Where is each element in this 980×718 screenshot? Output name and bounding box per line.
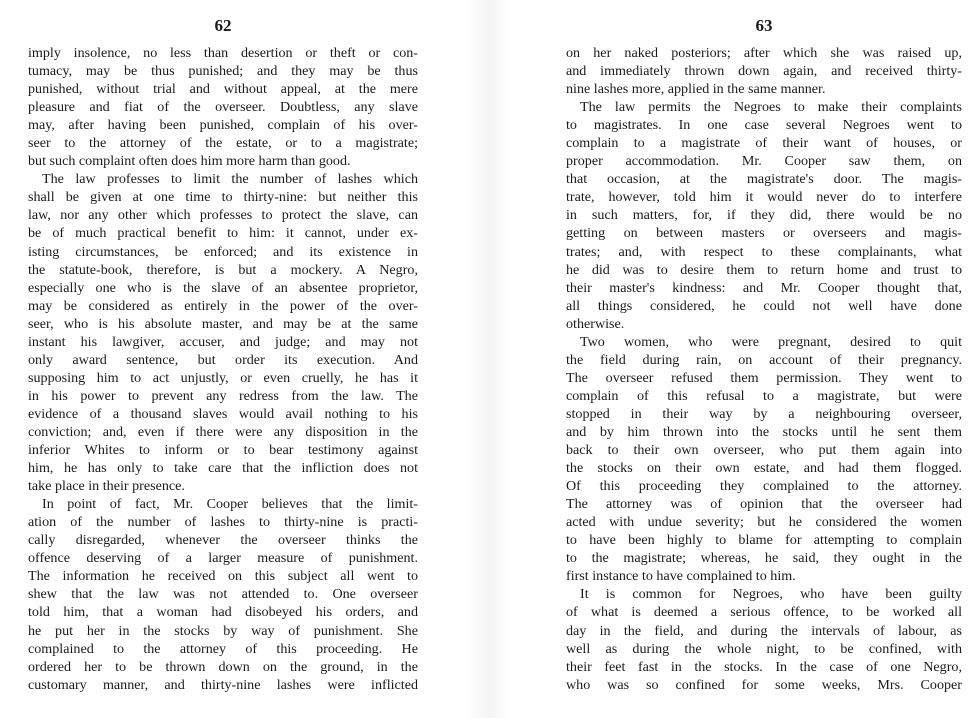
text-line: told him, that a woman had disobeyed his orders, and [28, 604, 418, 621]
text-line: getting on between masters or overseers and magis- [566, 225, 962, 242]
text-line: trate, however, told him it would never do to interfere [566, 189, 962, 206]
text-line: law, nor any other which professes to protect the slave, can [28, 207, 418, 224]
text-line: may be considered as entirely in the power of the over- [28, 297, 418, 314]
text-line: well as during the whole night, to be confined, with [566, 640, 962, 657]
text-line: may, after having been punished, complain of his over- [28, 117, 418, 134]
text-line: complain of this refusal to a magistrate, but were [566, 387, 962, 404]
text-line: him, he has only to take care that the infliction does not [28, 460, 418, 477]
text-line: The law professes to limit the number of lashes which [42, 171, 418, 188]
text-line: The information he received on this subject all went to [28, 568, 418, 585]
text-line: The law permits the Negroes to make their complaints [580, 99, 962, 116]
text-line: evidence of a thousand slaves would avail nothing to his [28, 405, 418, 422]
text-line: seer to the attorney of the estate, or to a magistrate; [28, 135, 418, 152]
text-line: shew that the law was not attended to. One overseer [28, 586, 418, 603]
text-line: their master's kindness: and Mr. Cooper thought that, [566, 279, 962, 296]
text-line: Of this proceeding they complained to the attorney. [566, 478, 962, 495]
text-line: The attorney was of opinion that the overseer had [566, 496, 962, 513]
text-line: day in the field, and during the intervals of labour, as [566, 622, 962, 639]
text-line: the field during rain, on account of their pregnancy. [566, 351, 962, 368]
text-line: complained to the attorney of this proceeding. He [28, 640, 418, 657]
text-line: the statute-book, therefore, is but a mockery. A Negro, [28, 261, 418, 278]
text-line: ordered her to be thrown down on the ground, in the [28, 658, 418, 675]
text-line: proper accommodation. Mr. Cooper saw them, on [566, 153, 962, 170]
text-line: only award sentence, but order its execution. And [28, 351, 418, 368]
text-line: acted with undue severity; but he considered the women [566, 514, 962, 531]
text-line: that occasion, at the magistrate's door. The magis- [566, 171, 962, 188]
text-line: be of much practical benefit to him: it cannot, under ex- [28, 225, 418, 242]
text-line: of what is deemed a serious offence, to be worked all [566, 604, 962, 621]
text-line: cally disregarded, whenever the overseer thinks the [28, 532, 418, 549]
text-line: and immediately thrown down again, and received thirty- [566, 63, 962, 80]
text-line: in such matters, for, if they did, there would be no [566, 207, 962, 224]
text-line: conviction; and, even if there were any disposition in the [28, 423, 418, 440]
text-line: he put her in the stocks by way of punishment. She [28, 622, 418, 639]
text-line: shall be given at one time to thirty-nine: but neither this [28, 189, 418, 206]
text-line: pleasure and fiat of the overseer. Doubtless, any slave [28, 99, 418, 116]
text-line: seer, who is his absolute master, and may be at the same [28, 315, 418, 332]
text-line: otherwise. [566, 315, 625, 332]
text-line: ation of the number of lashes to thirty-nine is practi- [28, 514, 418, 531]
text-line: stopped in their way by a neighbouring overseer, [566, 405, 962, 422]
text-line: tumacy, may be thus punished; and they may be thus [28, 63, 418, 80]
text-line: he did was to desire them to return home and trust to [566, 261, 962, 278]
text-line: The overseer refused them permission. They went to [566, 369, 962, 386]
text-line: their feet fast in the stocks. In the case of one Negro, [566, 658, 962, 675]
text-line: customary manner, and thirty-nine lashes were inflicted [28, 676, 418, 693]
page-number: 62 [214, 16, 232, 35]
text-line: isting circumstances, be enforced; and its existence in [28, 243, 418, 260]
text-line: especially one who is the slave of an absentee proprietor, [28, 279, 418, 296]
text-line: trates; and, with respect to these complainants, what [566, 243, 962, 260]
page-number: 63 [755, 16, 773, 35]
text-line: first instance to have complained to him. [566, 568, 796, 585]
text-line: instant his lawgiver, accuser, and judge; and may not [28, 333, 418, 350]
text-line: Two women, who were pregnant, desired to quit [580, 333, 962, 350]
left-page [28, 0, 418, 718]
text-line: inferior Whites to inform or to bear testimony against [28, 442, 418, 459]
text-line: In point of fact, Mr. Cooper believes that the limit- [42, 496, 418, 513]
text-line: who was so confined for some weeks, Mrs. Cooper [566, 676, 962, 693]
text-line: complain to a magistrate of their want of houses, or [566, 135, 962, 152]
text-line: back to their own overseer, who put them again into [566, 442, 962, 459]
book-gutter [468, 0, 510, 718]
text-line: the stocks on their own estate, and had them flogged. [566, 460, 962, 477]
text-line: supposing him to act unjustly, or even cruelly, he has it [28, 369, 418, 386]
text-line: take place in their presence. [28, 478, 185, 495]
text-line: on her naked posteriors; after which she was raised up, [566, 45, 962, 61]
text-line: to magistrates. In one case several Negroes went to [566, 117, 962, 134]
text-line: in his power to prevent any redress from the law. The [28, 387, 418, 404]
page-text [28, 44, 418, 694]
text-line: to have been highly to blame for attempting to complain [566, 532, 962, 549]
text-line: and by him thrown into the stocks until he sent them [566, 423, 962, 440]
text-line: It is common for Negroes, who have been guilty [580, 586, 962, 603]
page-text [566, 44, 962, 694]
text-line: to the magistrate; whereas, he said, they ought in the [566, 550, 962, 567]
text-line: imply insolence, no less than desertion or theft or con- [28, 45, 418, 61]
text-line: punished, without trial and without appeal, at the mere [28, 81, 418, 98]
text-line: nine lashes more, applied in the same manner. [566, 81, 826, 98]
text-line: all things considered, he could not well have done [566, 297, 962, 314]
text-line: offence deserving of a larger measure of punishment. [28, 550, 418, 567]
right-page [566, 0, 962, 718]
text-line: but such complaint often does him more harm than good. [28, 153, 351, 170]
